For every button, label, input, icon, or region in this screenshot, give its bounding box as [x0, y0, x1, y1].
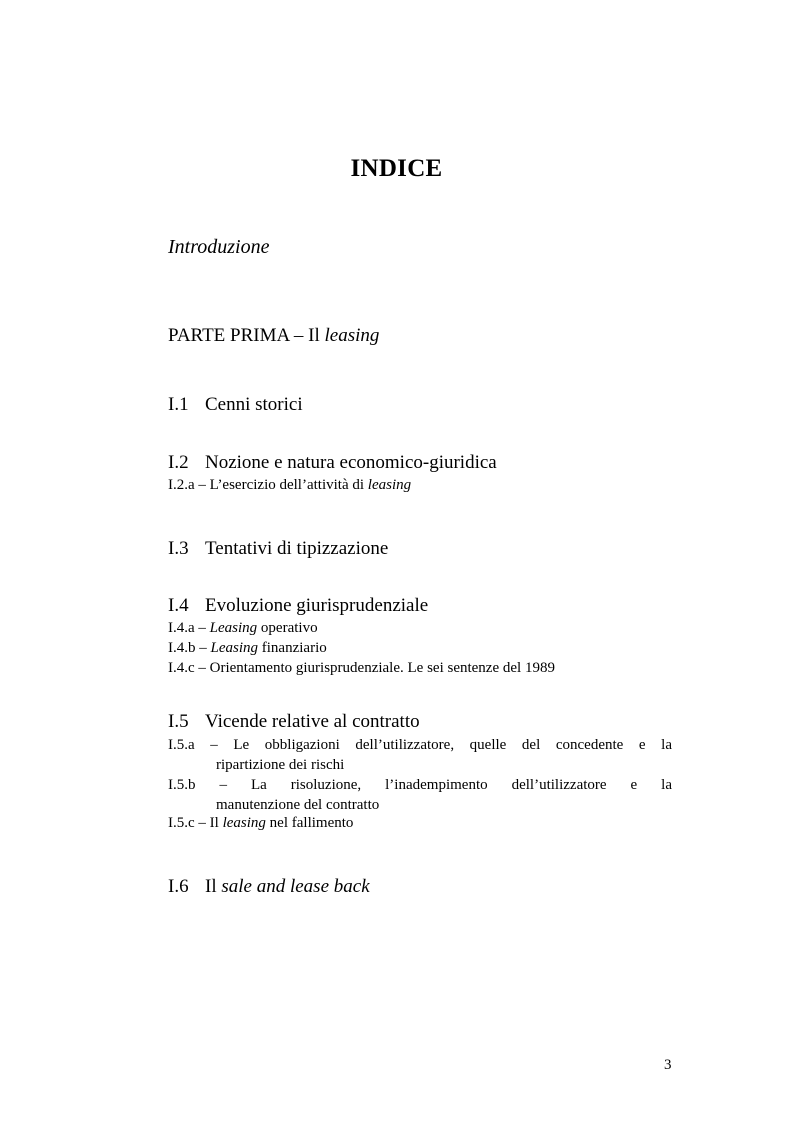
subsection-text: finanziario	[258, 640, 327, 656]
section-number: I.3	[168, 538, 189, 559]
subsection-text: I.4.a –	[168, 620, 210, 636]
toc-subsection-4b	[168, 640, 327, 657]
page-number: 3	[664, 1057, 672, 1073]
toc-section-2	[168, 452, 497, 474]
part-label: PARTE PRIMA – Il	[168, 325, 325, 346]
subsection-line: I.5.b – La risoluzione, l’inadempimento dell’utilizzatore e la	[168, 777, 672, 793]
section-title: Evoluzione giurisprudenziale	[205, 595, 429, 616]
toc-introduzione: Introduzione	[168, 236, 270, 258]
toc-section-1	[168, 394, 303, 416]
subsection-line: manutenzione del contratto	[216, 797, 380, 813]
subsection-italic: leasing	[222, 815, 266, 831]
section-title: Il	[205, 876, 222, 897]
toc-subsection-4c: I.4.c – Orientamento giurisprudenziale. Le sei sentenze del 1989	[168, 660, 555, 676]
toc-section-3	[168, 538, 388, 560]
toc-subsection-2a	[168, 477, 411, 494]
subsection-line: ripartizione dei rischi	[216, 757, 345, 773]
subsection-line: I.5.a – Le obbligazioni dell’utilizzatore, quelle del concedente e la	[168, 737, 672, 753]
section-number: I.1	[168, 394, 189, 415]
section-title: Cenni storici	[205, 394, 303, 415]
section-title: Vicende relative al contratto	[205, 711, 420, 732]
section-number: I.5	[168, 711, 189, 732]
subsection-italic: Leasing	[210, 640, 259, 656]
toc-section-6	[168, 876, 370, 898]
toc-subsection-4a	[168, 620, 318, 637]
subsection-italic: leasing	[367, 477, 412, 493]
section-number: I.2	[168, 452, 189, 473]
part-label-italic: leasing	[324, 325, 380, 346]
toc-subsection-5c	[168, 815, 353, 832]
section-title: Nozione e natura economico-giuridica	[205, 452, 497, 473]
subsection-text: I.2.a – L’esercizio dell’attività di	[168, 477, 368, 493]
section-number: I.4	[168, 595, 189, 616]
page-title: INDICE	[350, 155, 443, 182]
toc-part-heading	[168, 325, 379, 347]
subsection-italic: Leasing	[209, 620, 258, 636]
section-title-italic: sale and lease back	[221, 876, 370, 897]
section-number: I.6	[168, 876, 189, 897]
toc-section-4	[168, 595, 428, 617]
subsection-text: nel fallimento	[265, 815, 354, 831]
subsection-text: I.4.b –	[168, 640, 211, 656]
section-title: Tentativi di tipizzazione	[205, 538, 389, 559]
subsection-text: operativo	[257, 620, 318, 636]
subsection-text: I.5.c – Il	[168, 815, 223, 831]
toc-section-5	[168, 711, 420, 733]
toc-subsection-5b	[168, 775, 672, 815]
toc-subsection-5a	[168, 735, 672, 775]
